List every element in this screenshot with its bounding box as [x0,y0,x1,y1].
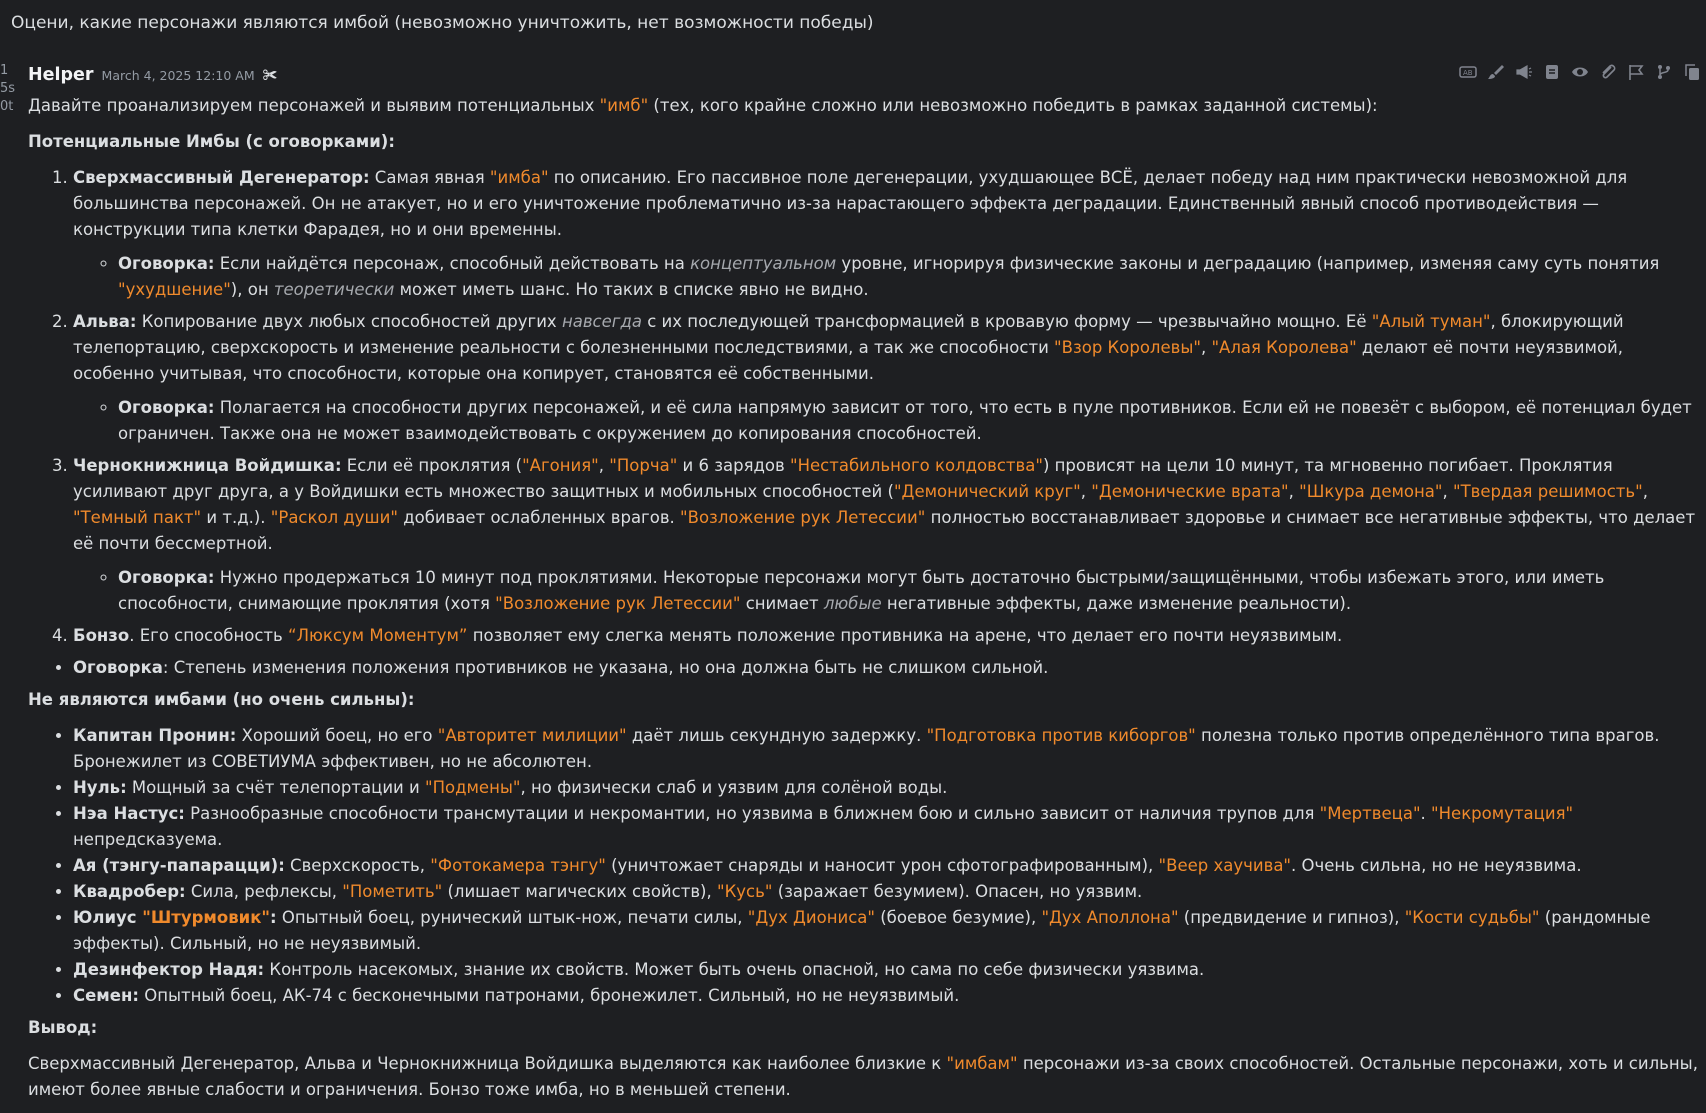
list-item: 3. Чернокнижница Войдишка: Если её проклятия ("Агония", "Порча" и 6 зарядов "Нестабильного колдовства") провисят на цели 10 минут, та мгновенно погибает. Проклятия усиливают друг друга, а у Войдишки есть множество защитных и мобильных способностей ("Демонический круг", "Демонические врата", "Шкура демона", "Твердая решимость", "Темный пакт" и т.д.). "Раскол души" добивает ослабленных врагов. "Возложение рук Летессии" полностью восстанавливает здоровье и снимает все негативные эффекты, что делает её почти бессмертной. ◦ Оговорка: Нужно продержаться 10 минут под проклятиями. Некоторые персонажи могут быть достаточно быстрыми/защищёнными, чтобы избежать этого, или иметь способности, снимающие проклятия (хотя "Возложение рук Летессии" снимает любые негативные эффекты, даже изменение реальности). [73,453,1700,617]
stat-time: 5s [0,81,16,96]
list-item: • Юлиус "Штурмовик": Опытный боец, рунический штык-нож, печати силы, "Дух Диониса" (боевое безумие), "Дух Аполлона" (предвидение и гипноз), "Кости судьбы" (рандомные эффекты). Сильный, но не неуязвимый. [73,905,1700,957]
user-message: Оцени, какие персонажи являются имбой (невозможно уничтожить, нет возможности победы) [11,13,874,33]
megaphone-icon[interactable] [1514,62,1534,82]
list-item: 4. Бонзо. Его способность “Люксум Моментум” позволяет ему слегка менять положение противника на арене, что делает его почти неуязвимым. [73,623,1700,649]
bonzo-note-list [28,655,1700,681]
note-list [73,565,1700,617]
note-item: ◦ Оговорка: Полагается на способности других персонажей, и её сила напрямую зависит от того, что есть в пуле противников. Если ей не повезёт с выбором, её потенциал будет ограничен. Также она не может взаимодействовать с окружением до копирования способностей. [118,395,1700,447]
message-toolbar [1458,62,1702,82]
nonimba-list [28,723,1700,1009]
list-item: 1. Сверхмассивный Дегенератор: Самая явная "имба" по описанию. Его пассивное поле дегенерации, ухудшающее ВСЁ, делает победу над ним практически невозможной для большинства персонажей. Он не атакует, но и его уничтожение проблематично из-за нарастающего эффекта деградации. Единственный явный способ противодействия — конструкции типа клетки Фарадея, но и они временны. ◦ Оговорка: Если найдётся персонаж, способный действовать на концептуальном уровне, игнорируя физические законы и деградацию (например, изменяя саму суть понятия "ухудшение"), он теоретически может иметь шанс. Но таких в списке явно не видно. [73,165,1700,303]
list-item: • Ая (тэнгу-папарацци): Сверхскорость, "Фотокамера тэнгу" (уничтожает снаряды и наносит урон сфотографированным), "Веер хаучива". Очень сильна, но не неуязвима. [73,853,1700,879]
copy-icon[interactable] [1682,62,1702,82]
author-name[interactable]: Helper [28,65,94,85]
conclusion-title: Вывод: [28,1018,98,1037]
stat-tokens: 0t [0,99,14,114]
message-timestamp: March 4, 2025 12:10 AM [101,68,255,83]
brush-icon[interactable] [1486,62,1506,82]
section-title-nonimba: Не являются имбами (но очень сильны): [28,690,415,709]
note-item: ◦ Оговорка: Если найдётся персонаж, способный действовать на концептуальном уровне, игнорируя физические законы и деградацию (например, изменяя саму суть понятия "ухудшение"), он теоретически может иметь шанс. Но таких в списке явно не видно. [118,251,1700,303]
svg-text:AB: AB [1463,69,1473,77]
stat-count: 1 [0,63,9,78]
list-item: • Капитан Пронин: Хороший боец, но его "Авторитет милиции" даёт лишь секундную задержку. "Подготовка против киборгов" полезна только против определённого типа врагов. Бронежилет из СОВЕТИУМА эффективен, но не абсолютен. [73,723,1700,775]
imba-list [28,165,1700,649]
paperclip-icon[interactable] [1598,62,1618,82]
note-list [73,395,1700,447]
bot-icon: ✀ [262,66,278,84]
translate-icon[interactable] [1458,62,1478,82]
message-stats [0,62,15,116]
flag-icon[interactable] [1626,62,1646,82]
branch-icon[interactable] [1654,62,1674,82]
message-content [28,93,1700,1113]
list-item: • Дезинфектор Надя: Контроль насекомых, знание их свойств. Может быть очень опасной, но сама по себе физически уязвима. [73,957,1700,983]
conclusion-paragraph: Сверхмассивный Дегенератор, Альва и Чернокнижница Войдишка выделяются как наиболее близкие к "имбам" персонажи из-за своих способностей. Остальные персонажи, хоть и сильны, имеют более явные слабости и ограничения. Бонзо тоже имба, но в меньшей степени. [28,1054,1698,1099]
list-item: 2. Альва: Копирование двух любых способностей других навсегда с их последующей трансформацией в кровавую форму — чрезвычайно мощно. Её "Алый туман", блокирующий телепортацию, сверхскорость и изменение реальности с болезненными последствиями, а так же способности "Взор Королевы", "Алая Королева" делают её почти неуязвимой, особенно учитывая, что способности, которые она копирует, становятся её собственными. ◦ Оговорка: Полагается на способности других персонажей, и её сила напрямую зависит от того, что есть в пуле противников. Если ей не повезёт с выбором, её потенциал будет ограничен. Также она не может взаимодействовать с окружением до копирования способностей. [73,309,1700,447]
eye-icon[interactable] [1570,62,1590,82]
intro-paragraph: Давайте проанализируем персонажей и выявим потенциальных "имб" (тех, кого крайне сложно или невозможно победить в рамках заданной системы): [28,96,1378,115]
message-header [28,62,277,89]
list-item: • Семен: Опытный боец, АК-74 с бесконечными патронами, бронежилет. Сильный, но не неуязвимый. [73,983,1700,1009]
note-item: • Оговорка: Степень изменения положения противников не указана, но она должна быть не слишком сильной. [73,655,1700,681]
section-title-imba: Потенциальные Имбы (с оговорками): [28,132,395,151]
list-item: • Нэа Настус: Разнообразные способности трансмутации и некромантии, но уязвима в ближнем бою и сильно зависит от наличия трупов для "Мертвеца". "Некромутация" непредсказуема. [73,801,1700,853]
list-item: • Квадробер: Сила, рефлексы, "Пометить" (лишает магических свойств), "Кусь" (заражает безумием). Опасен, но уязвим. [73,879,1700,905]
document-icon[interactable] [1542,62,1562,82]
note-item: ◦ Оговорка: Нужно продержаться 10 минут под проклятиями. Некоторые персонажи могут быть достаточно быстрыми/защищёнными, чтобы избежать этого, или иметь способности, снимающие проклятия (хотя "Возложение рук Летессии" снимает любые негативные эффекты, даже изменение реальности). [118,565,1700,617]
list-item: • Нуль: Мощный за счёт телепортации и "Подмены", но физически слаб и уязвим для солёной воды. [73,775,1700,801]
note-list [73,251,1700,303]
